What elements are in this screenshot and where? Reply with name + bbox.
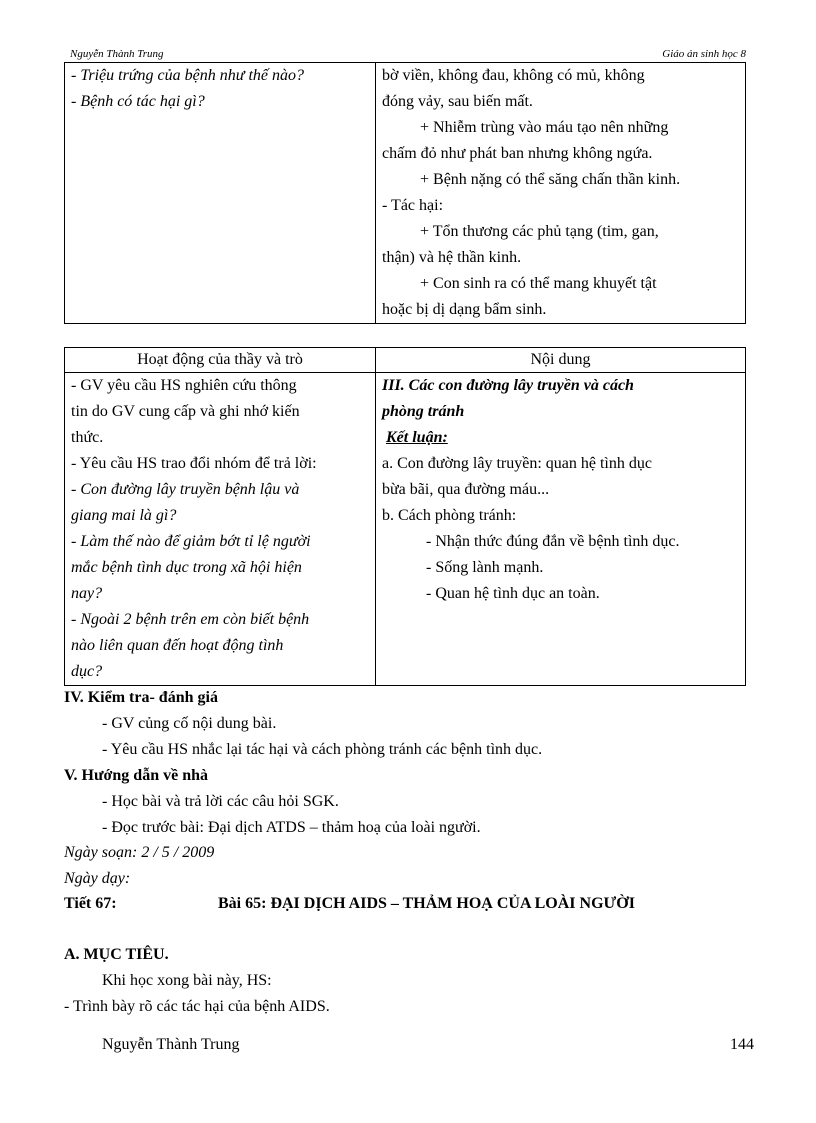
text-line: thức. <box>71 429 104 446</box>
text-line: + Tổn thương các phủ tạng (tim, gan, <box>420 223 659 240</box>
table1-left-cell <box>65 63 376 324</box>
text-line: bờ viền, không đau, không có mủ, không <box>382 67 645 84</box>
text-line: + Con sinh ra có thể mang khuyết tật <box>420 275 657 292</box>
objective-item: - Trình bày rõ các tác hại của bệnh AIDS. <box>64 998 330 1015</box>
footer-author: Nguyễn Thành Trung <box>102 1036 240 1053</box>
list-item: - Yêu cầu HS nhắc lại tác hại và cách phòng tránh các bệnh tình dục. <box>102 741 543 758</box>
prevention-item: - Quan hệ tình dục an toàn. <box>426 585 600 602</box>
column-header-activities: Hoạt động của thầy và trò <box>65 348 376 373</box>
conclusion-label: Kết luận: <box>386 429 448 446</box>
table-activities <box>64 347 746 686</box>
list-item: - Học bài và trả lời các câu hỏi SGK. <box>102 793 339 810</box>
table2-right-cell <box>376 373 746 686</box>
list-item: - Đọc trước bài: Đại dịch ATDS – thảm hoạ của loài người. <box>102 819 481 836</box>
text-line: a. Con đường lây truyền: quan hệ tình dục <box>382 455 652 472</box>
text-line: + Nhiễm trùng vào máu tạo nên những <box>420 119 669 136</box>
page-number: 144 <box>730 1036 754 1053</box>
objectives-intro: Khi học xong bài này, HS: <box>102 972 272 989</box>
text-line: + Bệnh nặng có thể săng chấn thần kinh. <box>420 171 681 188</box>
text-line: - Yêu cầu HS trao đổi nhóm để trả lời: <box>71 455 317 472</box>
question-harm: - Bệnh có tác hại gì? <box>71 93 205 110</box>
question-line: nào liên quan đến hoạt động tình <box>71 637 284 654</box>
text-line: chấm đỏ như phát ban nhưng không ngứa. <box>382 145 653 162</box>
header-author: Nguyễn Thành Trung <box>70 48 164 60</box>
lesson-title: Bài 65: ĐẠI DỊCH AIDS – THẢM HOẠ CỦA LOÀI NGƯỜI <box>218 895 635 912</box>
teach-date: Ngày dạy: <box>64 870 131 887</box>
table2-left-cell <box>65 373 376 686</box>
question-line: giang mai là gì? <box>71 507 177 524</box>
text-line: b. Cách phòng tránh: <box>382 507 517 524</box>
table1-right-cell <box>376 63 746 324</box>
prevention-item: - Nhận thức đúng đắn về bệnh tình dục. <box>426 533 680 550</box>
section-v-title: V. Hướng dẫn về nhà <box>64 767 208 784</box>
text-line: tin do GV cung cấp và ghi nhớ kiến <box>71 403 300 420</box>
text-line: đóng vảy, sau biến mất. <box>382 93 533 110</box>
objectives-title: A. MỤC TIÊU. <box>64 946 169 963</box>
list-item: - GV củng cố nội dung bài. <box>102 715 277 732</box>
text-line: - GV yêu cầu HS nghiên cứu thông <box>71 377 297 394</box>
question-line: - Ngoài 2 bệnh trên em còn biết bệnh <box>71 611 310 628</box>
table-continuation <box>64 62 746 324</box>
text-line: thận) và hệ thần kinh. <box>382 249 522 266</box>
prevention-item: - Sống lành mạnh. <box>426 559 544 576</box>
prep-date: Ngày soạn: 2 / 5 / 2009 <box>64 844 215 861</box>
question-line: - Con đường lây truyền bệnh lậu và <box>71 481 300 498</box>
header-subject: Giáo án sinh học 8 <box>662 48 746 60</box>
period-label: Tiết 67: <box>64 895 117 912</box>
section-title: phòng tránh <box>382 403 465 420</box>
question-line: - Làm thế nào để giảm bớt tỉ lệ người <box>71 533 311 550</box>
question-line: mắc bệnh tình dục trong xã hội hiện <box>71 559 302 576</box>
column-header-content: Nội dung <box>376 348 746 373</box>
text-line: - Tác hại: <box>382 197 444 214</box>
text-line: hoặc bị dị dạng bẩm sinh. <box>382 301 547 318</box>
question-line: dục? <box>71 663 103 680</box>
section-title: III. Các con đường lây truyền và cách <box>382 377 634 394</box>
question-line: nay? <box>71 585 103 602</box>
text-line: bừa bãi, qua đường máu... <box>382 481 550 498</box>
section-iv-title: IV. Kiểm tra- đánh giá <box>64 689 218 706</box>
question-symptoms: - Triệu trứng của bệnh như thế nào? <box>71 67 304 84</box>
